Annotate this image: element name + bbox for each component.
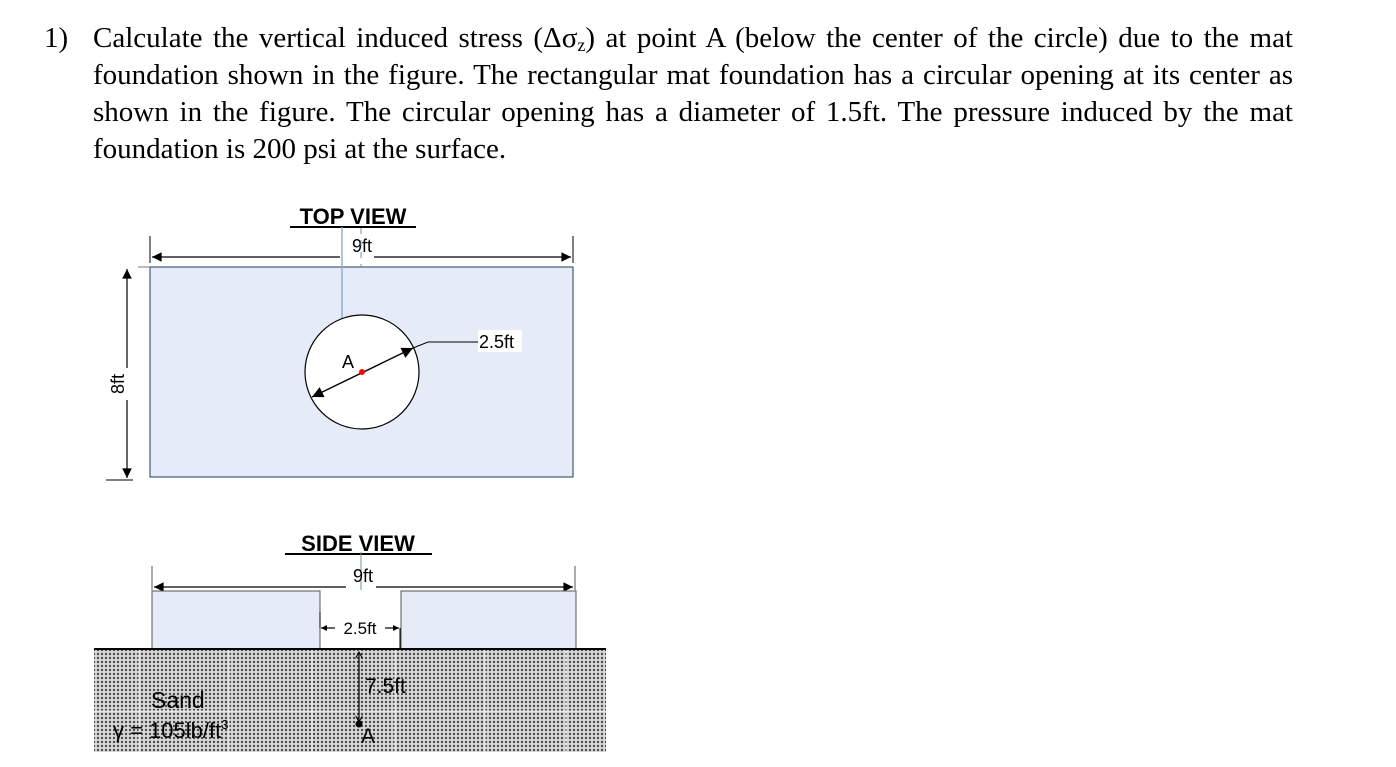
soil-name: Sand: [151, 687, 205, 713]
unit-weight: [113, 717, 228, 743]
problem-number: 1): [44, 22, 69, 54]
problem-text-part1: Calculate the vertical induced stress (Δσ: [93, 22, 578, 54]
mat-block-left: [152, 591, 320, 649]
point-a-label-side: A: [361, 725, 376, 748]
top-view-title: TOP VIEW: [299, 204, 407, 229]
problem-text-subscript: z: [577, 35, 586, 55]
problem-text-part2: ) at point A (below the center of the circle) due to the mat foundation shown in the figure. The rectangular mat foundation has a circular opening at its center as shown in the figure. The circular opening has a diameter of 1.5ft. The pressure induced by the mat foundation is 200 psi at the surface.: [93, 22, 1293, 165]
side-width-label: 9ft: [352, 566, 374, 586]
diameter-label: 2.5ft: [479, 332, 515, 352]
opening-label: 2.5ft: [343, 619, 377, 638]
top-height-label: 8ft: [108, 373, 128, 395]
depth-label: 7.5ft: [365, 675, 406, 698]
side-view: [94, 531, 606, 752]
unit-weight-value: γ = 105lb/ft: [113, 718, 222, 743]
mat-block-right: [401, 591, 576, 649]
top-width-label: 9ft: [351, 236, 373, 256]
side-view-title: SIDE VIEW: [301, 531, 415, 556]
top-view: [106, 204, 573, 480]
unit-weight-exponent: 3: [221, 717, 229, 732]
point-a-label-top: A: [342, 352, 355, 372]
point-a-marker: [359, 369, 365, 375]
